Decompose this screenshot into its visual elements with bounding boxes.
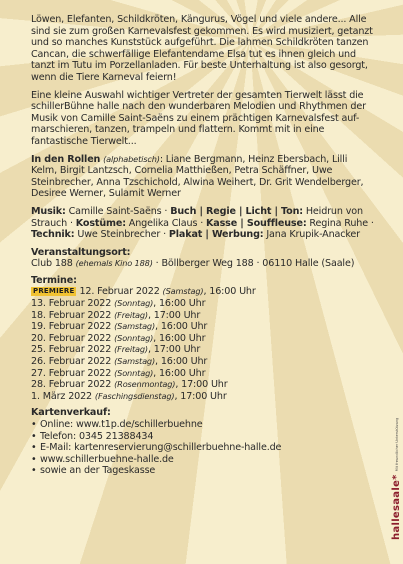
date-item [31,368,376,380]
date-text: 19. Februar 2022 [31,321,115,333]
intro-paragraph-2: Eine kleine Auswahl wichtiger Vertreter der gesamten Tierwelt lässt die schillerBühne halle nach den wunderbaren Melodien und Rhythmen der Musik von Camille Saint-Saëns zu einem prächtigen Karnevalsfest auf-marschieren, tanzen, trampeln und flattern. Kommt mit in eine fantastische Tierwelt... [31,89,366,147]
date-item [31,310,376,322]
date-day: (Samstag) [114,321,156,332]
cast-label: In den Rollen [31,153,101,165]
credits-section [31,206,376,241]
credit-technik: Uwe Steinbrecher · [74,229,169,241]
logo-brand: hallesaale* [391,474,402,540]
date-item [31,298,376,310]
credit-plakat-label: Plakat | Werbung: [168,229,264,241]
date-day: (Samstag) [114,356,156,367]
tickets-section [31,407,376,477]
tickets-heading: Kartenverkauf: [31,407,111,419]
date-text: 28. Februar 2022 [31,379,115,391]
premiere-badge: PREMIERE [33,287,75,296]
date-text: 26. Februar 2022 [31,356,115,368]
credit-musik: Camille Saint-Saëns · [65,205,171,217]
date-item [31,286,376,298]
credit-buch: Heidrun von Strauch · [31,205,363,229]
date-day: (Sonntag) [114,367,154,378]
credit-technik-label: Technik: [31,229,75,241]
date-day: (Samstag) [162,286,204,297]
date-time: , 16:00 Uhr [203,286,256,298]
dates-list [31,286,376,402]
venue-heading: Veranstaltungsort: [31,246,131,258]
cast-note: (alphabetisch) [103,153,160,164]
credit-musik-label: Musik: [31,205,66,217]
date-time: , 17:00 Uhr [174,390,227,402]
credit-kasse: Regina Ruhe · [306,217,374,229]
credit-kasse-label: Kasse | Souffleuse: [206,217,307,229]
date-day: (Sonntag) [114,332,154,343]
date-text: 27. Februar 2022 [31,367,115,379]
venue-note: (ehemals Kino 188) [75,258,153,269]
date-item [31,321,376,333]
date-time: , 16:00 Uhr [153,367,206,379]
credit-kostueme: Angelika Claus · [125,217,206,229]
date-time: , 17:00 Uhr [175,379,228,391]
ticket-phone: • Telefon: 0345 21388434 [31,431,376,443]
date-item [31,333,376,345]
ticket-box-office: • sowie an der Tageskasse [31,465,376,477]
intro-paragraph-1: Löwen, Elefanten, Schildkröten, Kängurus, Vögel und viele andere... Alle sind sie zum großen Karnevalsfest gekommen. Es wird musiziert, getanzt und so manches Kunststück aufgeführt. Die lahmen Schildkröten tanzen Cancan, die schwerfällige Elefantendame Elsa tut es ihnen gleich und tanzt im Tutu im Porzellanladen. Für beste Unterhaltung ist also gesorgt, wenn die Tiere Karneval feiern! [31,14,373,83]
date-text: 13. Februar 2022 [31,298,115,310]
date-day: (Freitag) [114,309,148,320]
credit-kostueme-label: Kostüme: [75,217,126,229]
dates-heading: Termine: [31,274,77,286]
date-item [31,344,376,356]
date-time: , 16:00 Uhr [153,332,206,344]
date-item [31,356,376,368]
ticket-website: • www.schillerbuehne-halle.de [31,454,376,466]
date-time: , 16:00 Uhr [155,321,208,333]
halle-saale-logo [384,418,403,540]
date-time: , 17:00 Uhr [147,309,201,321]
date-day: (Rosenmontag) [114,379,176,390]
ticket-email: • E-Mail: kartenreservierung@schillerbuehne-halle.de [31,442,376,454]
date-day: (Freitag) [114,344,148,355]
cast-names: : Liane Bergmann, Heinz Ebersbach, Lilli Kelm, Birgit Lantzsch, Cornelia Matthießen, Petra Schäffner, Uwe Steinbrecher, Anna Tzschichold, Alwina Weihert, Dr. Grit Wendelberger, Desiree Werner, Sulamit Werner [31,153,364,200]
date-text: 20. Februar 2022 [31,332,115,344]
venue-address: · Böllberger Weg 188 · 06110 Halle (Saale) [152,258,355,270]
date-item [31,391,376,403]
dates-section [31,275,376,403]
date-text: 18. Februar 2022 [31,309,115,321]
date-text: 1. März 2022 [31,390,95,402]
date-day: (Sonntag) [114,298,154,309]
date-text: 25. Februar 2022 [31,344,115,356]
logo-tagline: Mit freundlicher Unterstützung [395,417,399,472]
credit-buch-label: Buch | Regie | Licht | Ton: [170,205,303,217]
ticket-online: • Online: www.t1p.de/schillerbuehne [31,419,376,431]
cast-section [31,154,376,200]
date-time: , 16:00 Uhr [155,356,208,368]
venue-name: Club 188 [31,258,76,270]
tickets-list [31,419,376,477]
flyer-text [31,14,376,477]
date-day: (Faschingsdienstag) [94,390,175,401]
venue-section [31,247,376,270]
date-text: 12. Februar 2022 [79,286,163,298]
credit-plakat: Jana Krupik-Anacker [263,229,360,241]
date-item [31,379,376,391]
date-time: , 16:00 Uhr [153,298,206,310]
date-time: , 17:00 Uhr [147,344,201,356]
